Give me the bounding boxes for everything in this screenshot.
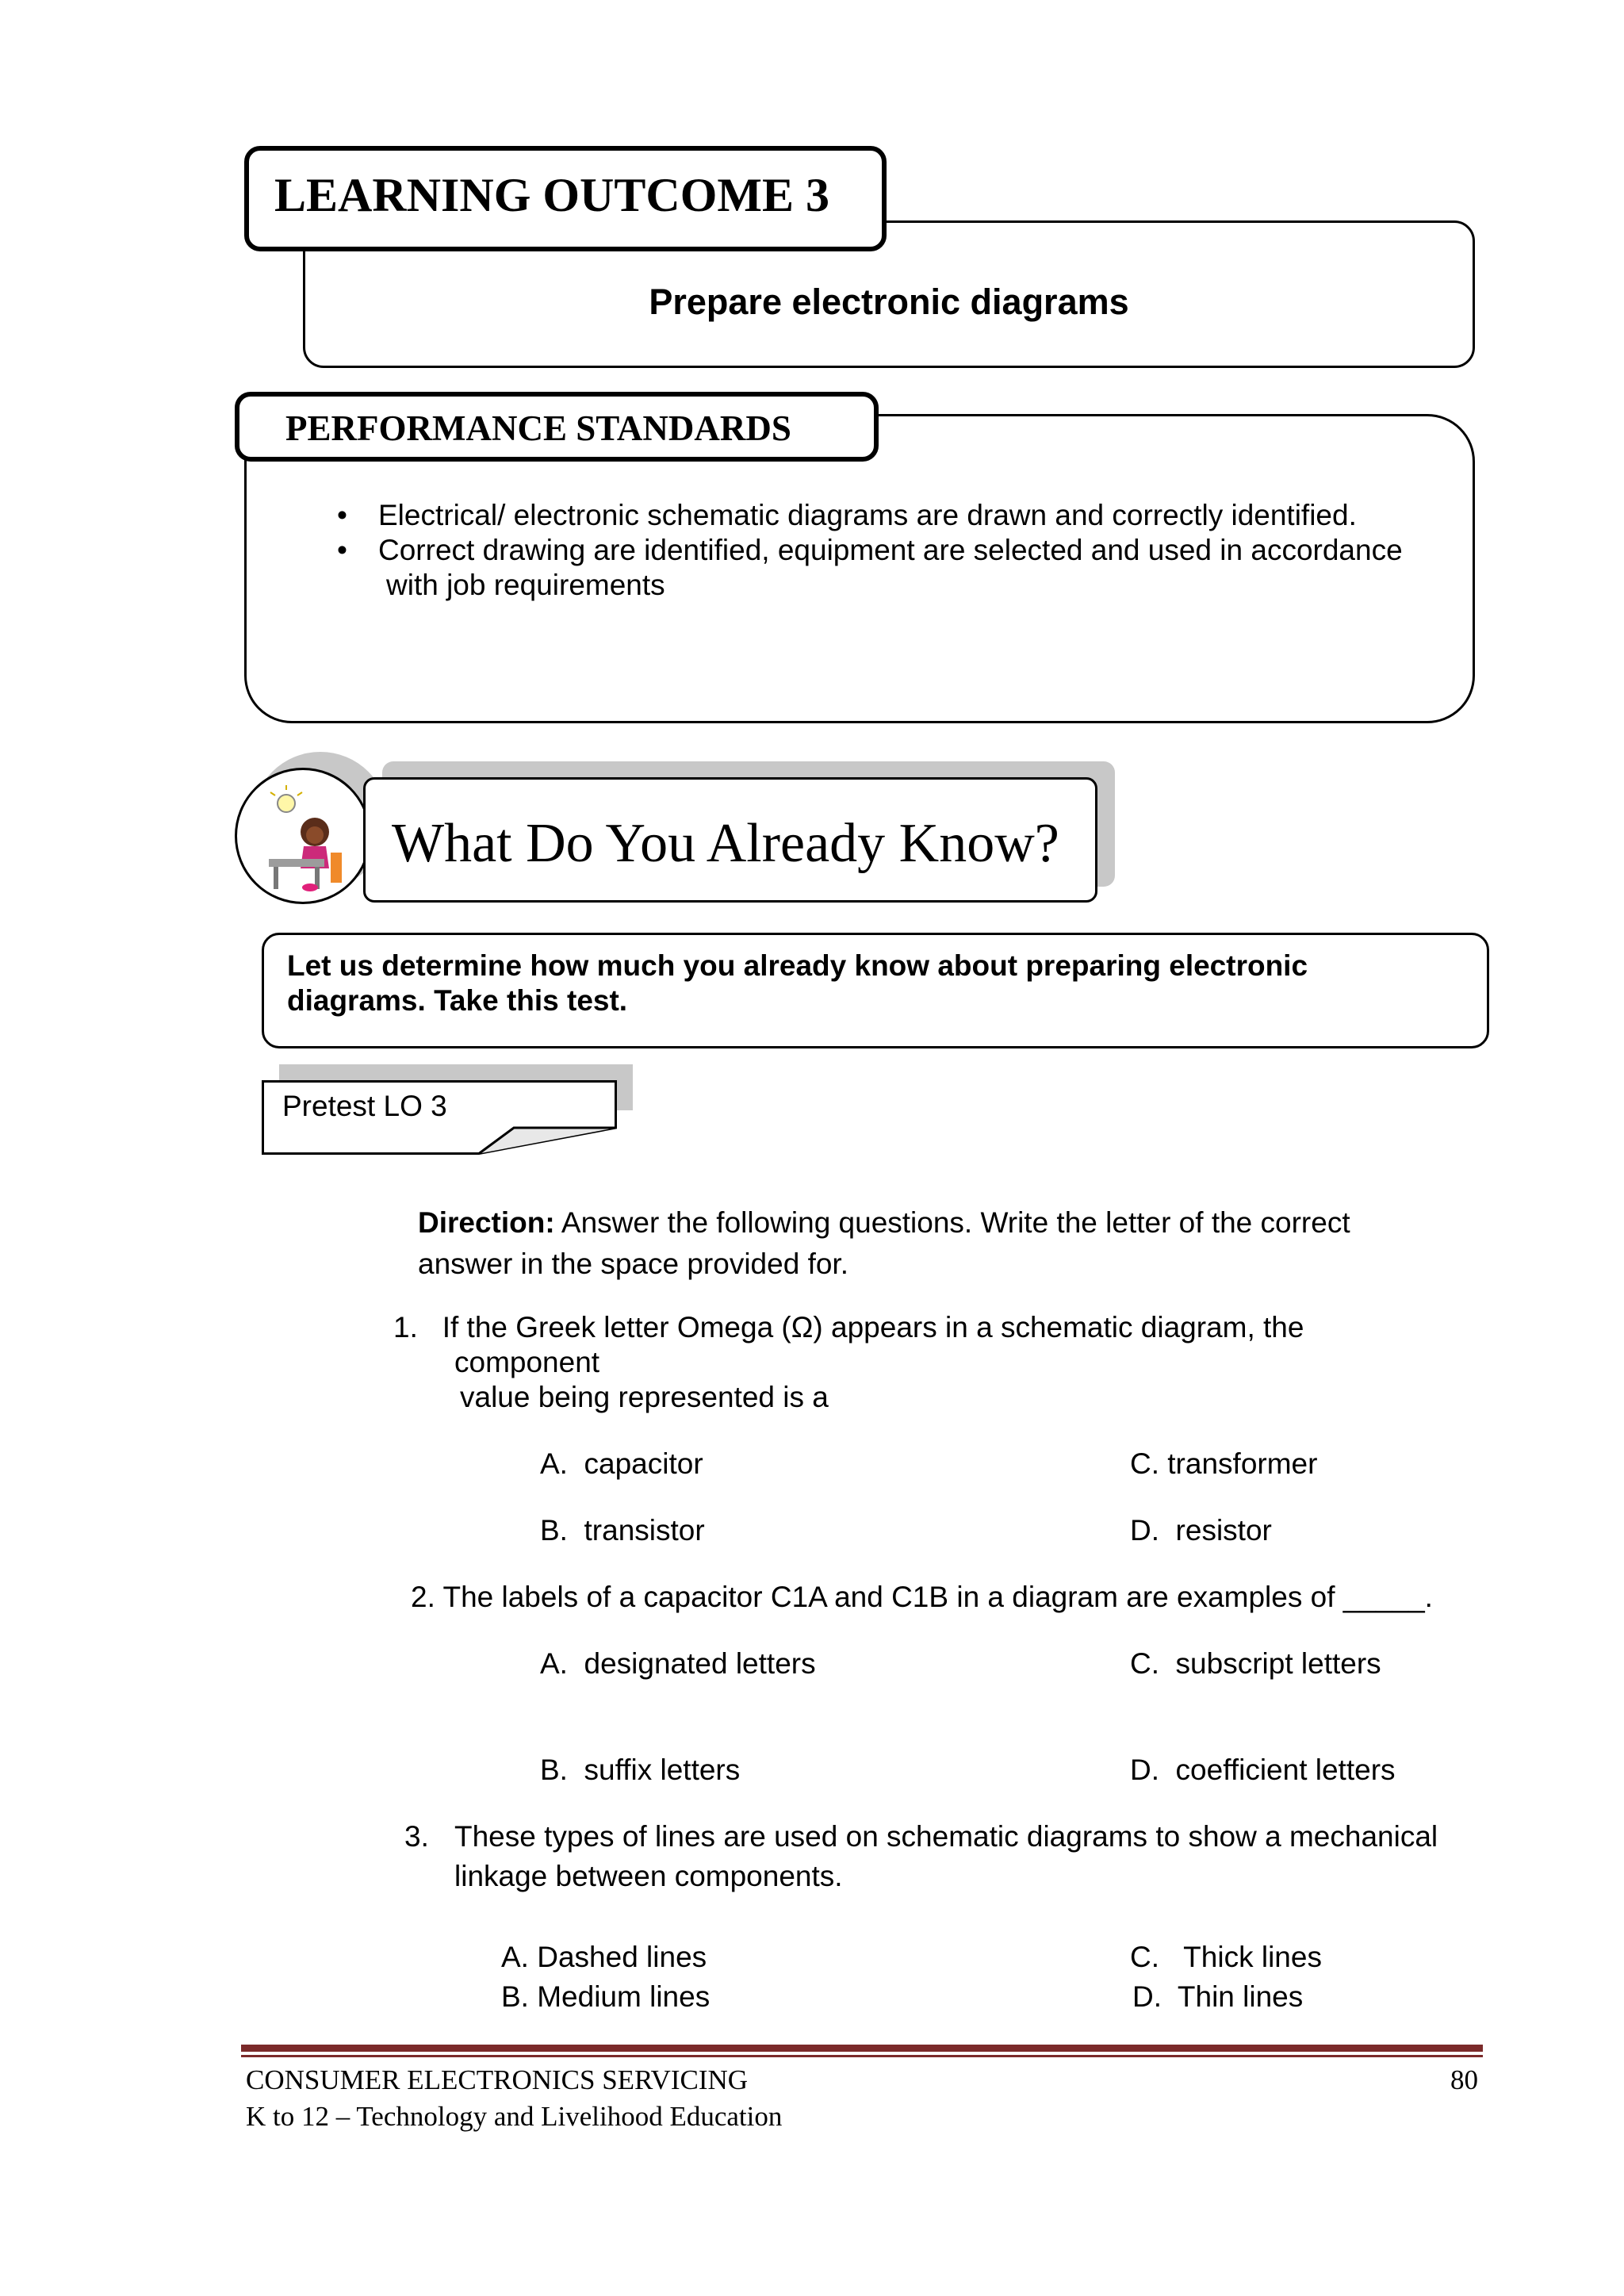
question-1-option-d: D. resistor (1130, 1514, 1272, 1547)
question-2-option-b: B. suffix letters (540, 1754, 741, 1786)
standard-item-2-continued: with job requirements (386, 569, 665, 601)
footer-rule-thin (241, 2055, 1483, 2057)
question-3-line-1: These types of lines are used on schematic diagrams to show a mechanical (454, 1820, 1438, 1853)
question-3-option-d: D. Thin lines (1132, 1980, 1304, 2013)
performance-standards-title: PERFORMANCE STANDARDS (285, 408, 791, 448)
learning-outcome-title: LEARNING OUTCOME 3 (274, 169, 830, 221)
question-1-line-1: 1. If the Greek letter Omega (Ω) appears in a schematic diagram, the (393, 1311, 1304, 1343)
footer-rule-thick (241, 2045, 1483, 2052)
question-2-line-1: 2. The labels of a capacitor C1A and C1B in a diagram are examples of _____. (411, 1581, 1433, 1613)
instruction-line-2: diagrams. Take this test. (287, 984, 628, 1017)
page-number: 80 (1450, 2064, 1478, 2095)
question-1-option-a: A. capacitor (540, 1447, 703, 1480)
question-2-option-c: C. subscript letters (1130, 1647, 1381, 1680)
question-1-line-2: component (454, 1346, 600, 1378)
learning-outcome-subtitle: Prepare electronic diagrams (649, 282, 1129, 322)
student-illustration-icon (235, 768, 371, 904)
instruction-line-1: Let us determine how much you already know about preparing electronic (287, 949, 1308, 982)
question-3-line-2: linkage between components. (454, 1860, 843, 1892)
question-1-option-c: C. transformer (1130, 1447, 1318, 1480)
pretest-tab (262, 1080, 617, 1155)
footer-program-title: K to 12 – Technology and Livelihood Education (246, 2101, 783, 2132)
question-1-line-3: value being represented is a (460, 1381, 829, 1413)
question-3-number: 3. (404, 1820, 429, 1853)
standard-item-1: • Electrical/ electronic schematic diagrams are drawn and correctly identified. (337, 498, 1463, 533)
question-2-option-d: D. coefficient letters (1130, 1754, 1396, 1786)
question-3-option-b: B. Medium lines (501, 1980, 710, 2013)
direction-line-2: answer in the space provided for. (418, 1248, 848, 1280)
learning-outcome-title-tab (244, 146, 887, 251)
question-1-option-b: B. transistor (540, 1514, 705, 1547)
instruction-text (287, 949, 1308, 1018)
footer-course-title: CONSUMER ELECTRONICS SERVICING (246, 2064, 749, 2095)
pretest-label: Pretest LO 3 (282, 1090, 447, 1122)
standard-item-2: • Correct drawing are identified, equipment are selected and used in accordance (337, 533, 1463, 568)
what-do-you-know-title: What Do You Already Know? (392, 813, 1059, 874)
direction-text (418, 1202, 1350, 1285)
question-2-option-a: A. designated letters (540, 1647, 816, 1680)
direction-label: Direction: (418, 1206, 555, 1239)
question-3-option-c: C. Thick lines (1130, 1941, 1322, 1973)
question-3-option-a: A. Dashed lines (501, 1941, 707, 1973)
performance-standards-list (337, 498, 1463, 603)
direction-line-1: Answer the following questions. Write the letter of the correct (554, 1206, 1350, 1239)
performance-standards-title-tab (235, 392, 879, 462)
